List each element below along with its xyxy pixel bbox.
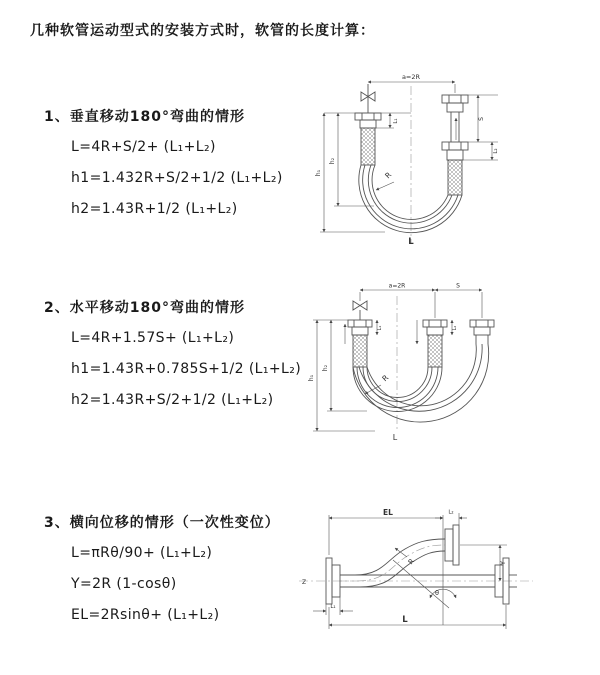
d2-label-h2: h₂ [322, 364, 329, 372]
diagram-horizontal-180-bend [305, 280, 520, 452]
flange-hub [445, 529, 453, 561]
hose-curve [368, 165, 452, 223]
d2-label-s: S [456, 282, 460, 290]
flange [453, 525, 459, 565]
flange [423, 320, 447, 327]
section-3-heading: 3、横向位移的情形（一次性变位） [44, 515, 280, 531]
diagram-lateral-displacement [293, 503, 538, 638]
d1-label-r: R [383, 170, 394, 181]
d2-label-h1: h₁ [308, 374, 315, 382]
d2-label-a2r: a=2R [388, 282, 406, 290]
d1-label-h2: h₂ [329, 157, 336, 165]
hose-assembly [355, 84, 468, 233]
braided-hose-section [448, 160, 462, 195]
diagram-vertical-180-bend [310, 66, 515, 258]
flange [470, 320, 494, 327]
flange [348, 320, 372, 327]
d3-label-theta: θ [435, 589, 439, 597]
page-title: 几种软管运动型式的安装方式时，软管的长度计算： [30, 23, 375, 39]
braided-hose-section [353, 335, 367, 367]
flange-hub [474, 327, 490, 335]
section-2-heading: 2、水平移动180°弯曲的情形 [44, 300, 245, 316]
flange-hub [427, 327, 443, 335]
d3-label-el: EL [383, 508, 393, 517]
d2-label-l1: L₁ [377, 325, 383, 331]
formula-line: Y=2R (1-cosθ) [71, 576, 177, 592]
flange-hub [447, 103, 463, 112]
hose-curve [359, 344, 482, 411]
dimension-lines [320, 82, 498, 232]
formula-line: L=πRθ/90+ (L₁+L₂) [71, 545, 213, 561]
hose-curve [340, 539, 445, 575]
section-1-heading: 1、垂直移动180°弯曲的情形 [44, 109, 245, 125]
formula-line: L=4R+S/2+ (L₁+L₂) [71, 139, 216, 155]
section-lateral-displacement [44, 512, 280, 637]
hose-centerline [340, 545, 445, 581]
d1-label-a2r: a=2R [401, 73, 421, 81]
d3-label-l1: L₁ [330, 604, 336, 610]
d2-label-r: R [380, 373, 391, 384]
braided-hose-section [361, 128, 375, 165]
hose-curve [363, 367, 432, 402]
hose-assembly [348, 301, 494, 422]
flange [442, 142, 468, 150]
d1-label-l: L [408, 237, 414, 247]
d1-label-h1: h₁ [315, 169, 322, 177]
formula-line: h2=1.43R+1/2 (L₁+L₂) [71, 201, 238, 217]
d2-label-l: L [392, 433, 398, 442]
d1-label-l2: L₂ [493, 148, 499, 154]
dimension-lines [313, 290, 482, 431]
hose-assembly [326, 525, 517, 604]
d3-label-z: Z [301, 579, 307, 586]
d1-label-l1: L₁ [393, 118, 399, 124]
flange-hub [447, 150, 463, 160]
hose-curve [353, 344, 489, 422]
section-horizontal-movement [44, 297, 301, 422]
d3-label-y: Y [499, 561, 507, 565]
d3-label-l2: L₂ [448, 509, 454, 516]
formula-line: h2=1.43R+S/2+1/2 (L₁+L₂) [71, 392, 274, 408]
formula-line: EL=2Rsinθ+ (L₁+L₂) [71, 607, 220, 623]
hose-curve [367, 367, 428, 398]
flange [442, 95, 468, 103]
d3-label-r: R [406, 557, 417, 567]
d1-label-s: S [478, 117, 485, 121]
formula-line: h1=1.43R+0.785S+1/2 (L₁+L₂) [71, 361, 302, 377]
formula-line: L=4R+1.57S+ (L₁+L₂) [71, 330, 235, 346]
section-vertical-movement [44, 106, 283, 231]
d3-label-l: L [402, 615, 408, 625]
flange-hub [352, 327, 368, 335]
dimension-lines [313, 513, 507, 629]
d2-label-l2: L₂ [452, 325, 458, 331]
centerline [299, 545, 533, 581]
braided-hose-section [428, 335, 442, 367]
formula-line: h1=1.432R+S/2+1/2 (L₁+L₂) [71, 170, 283, 186]
flange-hub [360, 120, 376, 128]
valve-symbol [353, 301, 367, 310]
flange [355, 113, 381, 120]
hose-curve [340, 551, 445, 587]
